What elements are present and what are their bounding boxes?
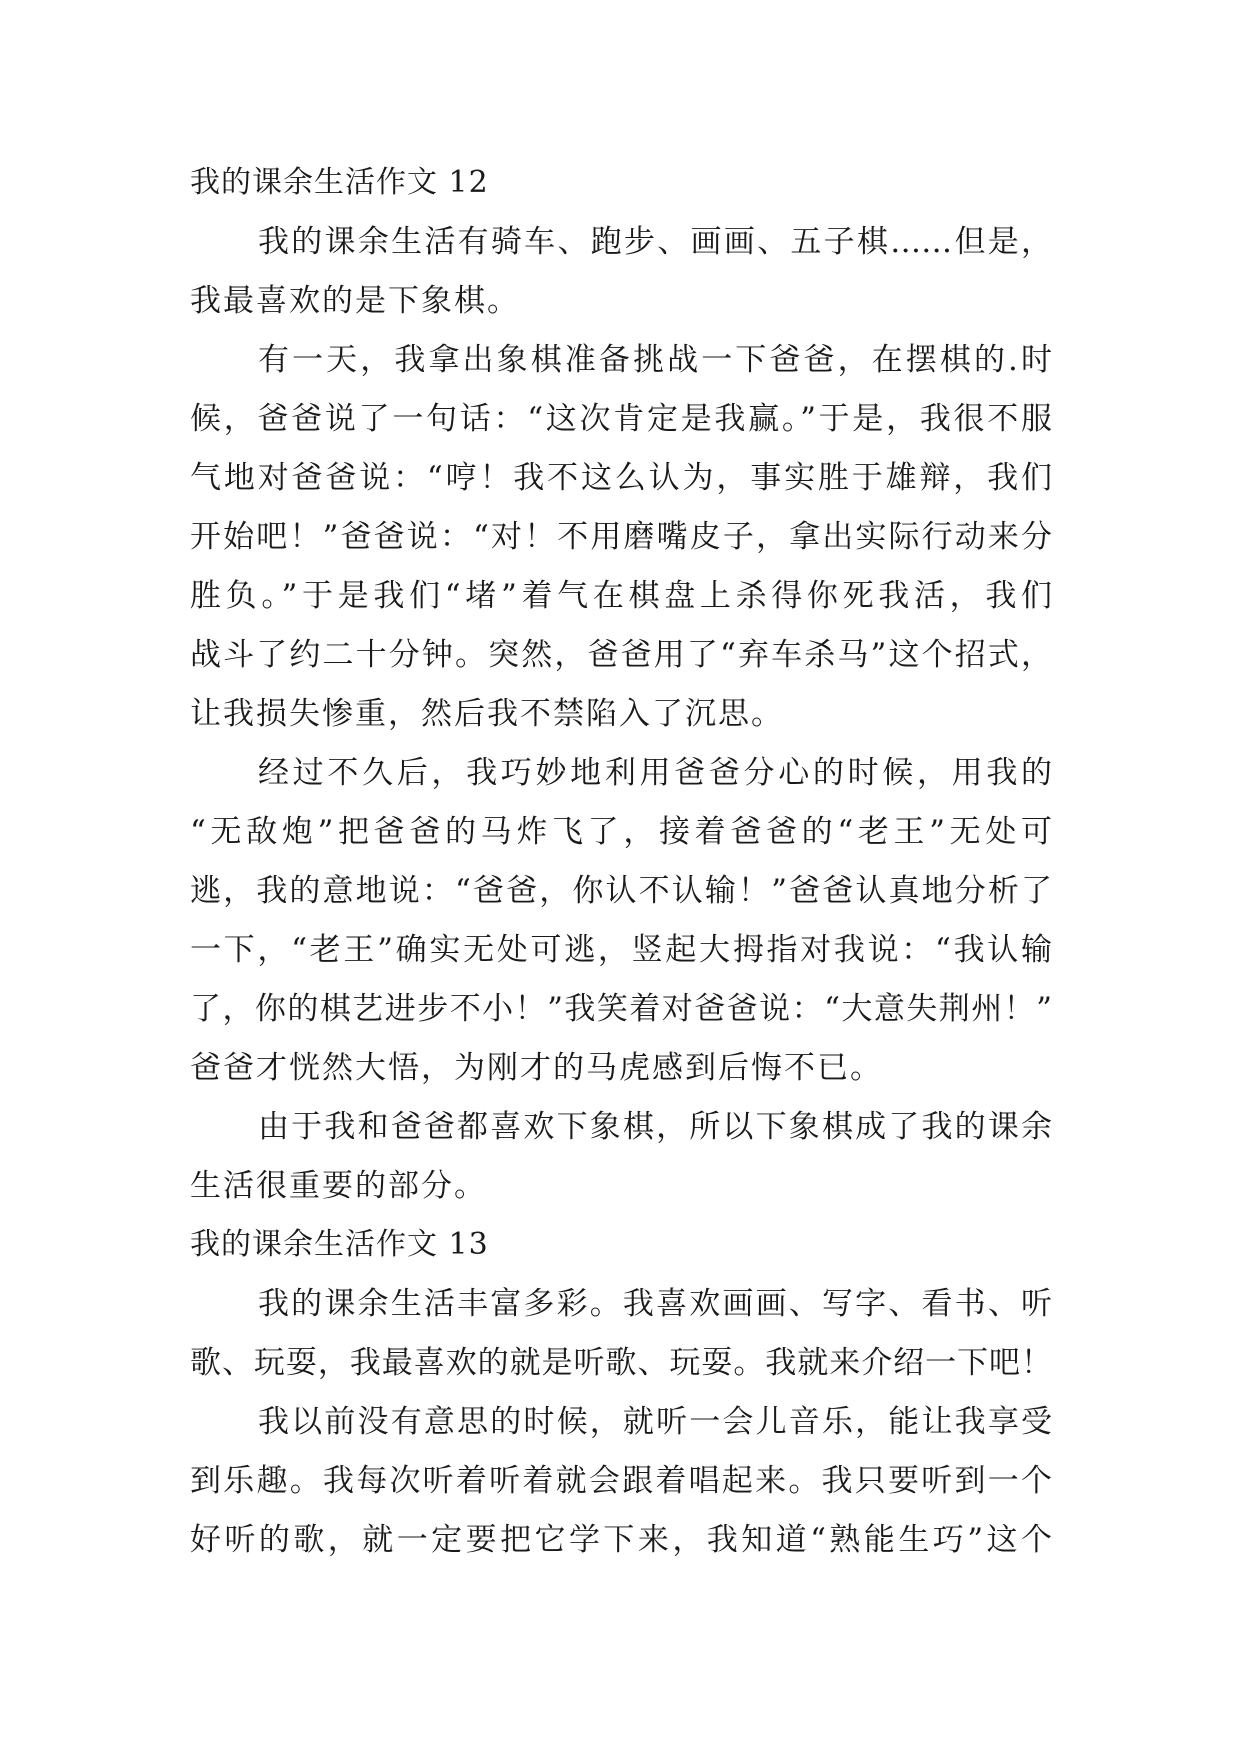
paragraph-line: 开始吧！”爸爸说：“对！不用磨嘴皮子，拿出实际行动来分 [190, 519, 1052, 555]
paragraph-line: 由于我和爸爸都喜欢下象棋，所以下象棋成了我的课余 [258, 1109, 1052, 1145]
section-heading-13: 我的课余生活作文 13 [190, 1227, 489, 1262]
paragraph-line: 胜负。”于是我们“堵”着气在棋盘上杀得你死我活，我们 [190, 578, 1052, 614]
paragraph-line: 经过不久后，我巧妙地利用爸爸分心的时候，用我的 [258, 755, 1052, 791]
paragraph-line: 好听的歌，就一定要把它学下来，我知道“熟能生巧”这个 [190, 1522, 1052, 1558]
paragraph-line: 爸爸才恍然大悟，为刚才的马虎感到后悔不已。 [190, 1050, 883, 1086]
paragraph-line: 气地对爸爸说：“哼！我不这么认为，事实胜于雄辩，我们 [190, 460, 1052, 496]
paragraph-line: 战斗了约二十分钟。突然，爸爸用了“弃车杀马”这个招式， [190, 637, 1052, 673]
paragraph-line: 我的课余生活有骑车、跑步、画画、五子棋……但是， [258, 224, 1052, 260]
paragraph-line: “无敌炮”把爸爸的马炸飞了，接着爸爸的“老王”无处可 [190, 814, 1052, 850]
paragraph-line: 到乐趣。我每次听着听着就会跟着唱起来。我只要听到一个 [190, 1463, 1052, 1499]
paragraph-line: 生活很重要的部分。 [190, 1168, 487, 1204]
paragraph-line: 歌、玩耍，我最喜欢的就是听歌、玩耍。我就来介绍一下吧！ [190, 1345, 1052, 1381]
paragraph-line: 候，爸爸说了一句话：“这次肯定是我赢。”于是，我很不服 [190, 401, 1052, 437]
paragraph-line: 我的课余生活丰富多彩。我喜欢画画、写字、看书、听 [258, 1286, 1052, 1322]
paragraph-line: 有一天，我拿出象棋准备挑战一下爸爸，在摆棋的.时 [258, 342, 1052, 378]
paragraph-line: 一下，“老王”确实无处可逃，竖起大拇指对我说：“我认输 [190, 932, 1052, 968]
paragraph-line: 我最喜欢的是下象棋。 [190, 283, 520, 319]
paragraph-line: 逃，我的意地说：“爸爸，你认不认输！”爸爸认真地分析了 [190, 873, 1052, 909]
paragraph-line: 让我损失惨重，然后我不禁陷入了沉思。 [190, 696, 784, 732]
paragraph-line: 我以前没有意思的时候，就听一会儿音乐，能让我享受 [258, 1404, 1052, 1440]
paragraph-line: 了，你的棋艺进步不小！”我笑着对爸爸说：“大意失荆州！” [190, 991, 1052, 1027]
section-heading-12: 我的课余生活作文 12 [190, 165, 489, 200]
